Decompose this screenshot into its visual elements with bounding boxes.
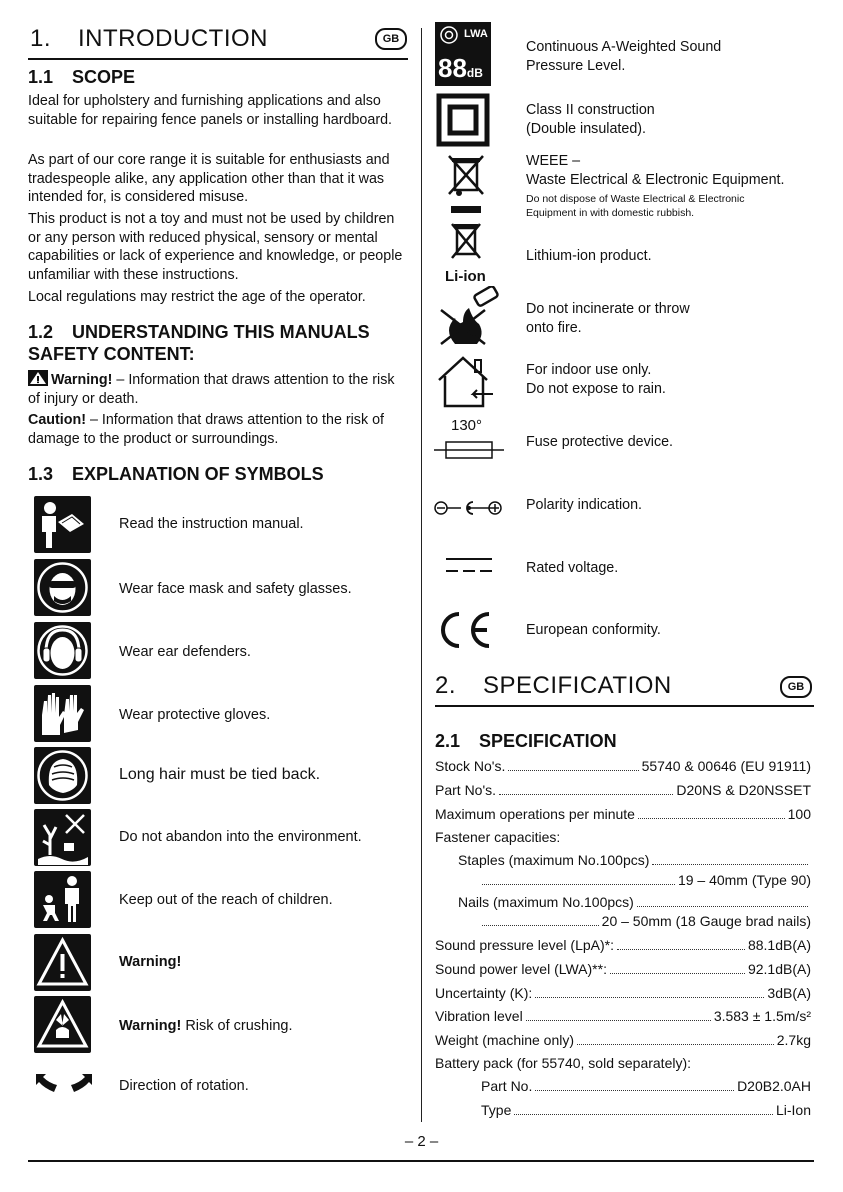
scope-paragraph-4: Local regulations may restrict the age of the operator. xyxy=(28,289,366,305)
spec-battery-label: Battery pack (for 55740, sold separately): xyxy=(435,1055,692,1071)
liion-label: Li-ion xyxy=(445,268,486,285)
spec-weight: Weight (machine only) 2.7kg xyxy=(435,1032,811,1048)
spec-nails-value: 20 – 50mm (18 Gauge brad nails) xyxy=(482,912,811,930)
spec-lwa: Sound power level (LWA)**: 92.1dB(A) xyxy=(435,961,811,977)
spec-uncertainty: Uncertainty (K): 3dB(A) xyxy=(435,985,811,1001)
class2-text: Class II construction (Double insulated). xyxy=(526,102,655,137)
section-2-rule xyxy=(435,705,814,707)
warning-icon xyxy=(34,934,91,991)
no-fire-text: Do not incinerate or throw onto fire. xyxy=(526,301,690,336)
column-divider xyxy=(421,28,422,1122)
spec-stock: Stock No's. 55740 & 00646 (EU 91911) xyxy=(435,758,811,774)
spec-fastener-label: Fastener capacities: xyxy=(435,829,561,845)
section-rule xyxy=(28,58,408,60)
warning-definition: Warning! – Information that draws attention to the risk of injury or death. xyxy=(28,372,395,407)
spec-max-ops: Maximum operations per minute 100 xyxy=(435,806,811,822)
lwa-value: 88dB xyxy=(438,53,483,83)
scope-paragraph-3: This product is not a toy and must not be used by children or any person with reduced physical, sensory or mental capabilities or lack of experience and knowledge, or people unfamiliar with these instructions. xyxy=(28,211,403,283)
scope-paragraph-1: Ideal for upholstery and furnishing applications and also suitable for repairing fence panels or installing hardboard. xyxy=(28,93,392,128)
spec-subheading: 2.1 SPECIFICATION xyxy=(435,731,617,751)
understanding-heading: 1.2 UNDERSTANDING THIS MANUALS SAFETY CONTENT: xyxy=(28,322,370,364)
indoor-use-icon xyxy=(435,354,499,410)
crushing-icon xyxy=(34,996,91,1053)
spec-battery-type: Type Li-Ion xyxy=(481,1102,811,1118)
rated-voltage-icon xyxy=(446,556,492,574)
spec-nails-label: Nails (maximum No.100pcs) xyxy=(458,893,811,911)
weee-icon xyxy=(435,152,495,216)
symbols-heading: 1.3 EXPLANATION OF SYMBOLS xyxy=(28,464,324,484)
fuse-temp-label: 130° xyxy=(451,417,483,434)
tie-hair-icon xyxy=(34,747,91,804)
children-icon xyxy=(34,871,91,928)
ce-mark-icon xyxy=(433,608,495,652)
face-mask-glasses-icon xyxy=(34,559,91,616)
warning-triangle-icon xyxy=(28,370,48,386)
no-fire-icon xyxy=(435,286,505,348)
spec-vibration: Vibration level 3.583 ± 1.5m/s² xyxy=(435,1008,811,1024)
caution-definition: Caution! – Information that draws attention to the risk of damage to the product or surroundings. xyxy=(28,412,384,447)
polarity-text: Polarity indication. xyxy=(526,497,643,513)
weee-text: WEEE – Waste Electrical & Electronic Equipment. Do not dispose of Waste Electrical & Electronic Equipment in with domestic rubbish. xyxy=(526,153,785,219)
sound-text: Continuous A-Weighted Sound Pressure Level. xyxy=(526,39,722,74)
page-number: – 2 – xyxy=(404,1133,439,1150)
spec-staples-value: 19 – 40mm (Type 90) xyxy=(482,871,811,889)
fuse-icon xyxy=(432,435,506,465)
indoor-text: For indoor use only. Do not expose to rain. xyxy=(526,362,666,397)
liion-bin-icon xyxy=(435,222,495,264)
spec-part: Part No's. D20NS & D20NSSET xyxy=(435,782,811,798)
section-2-heading: 2. SPECIFICATION xyxy=(435,672,672,699)
read-manual-icon xyxy=(34,496,91,553)
gb-badge-2: GB xyxy=(780,676,812,698)
ce-text: European conformity. xyxy=(526,622,661,638)
spec-battery-part: Part No. D20B2.0AH xyxy=(481,1078,811,1094)
spec-staples-label: Staples (maximum No.100pcs) xyxy=(458,851,811,869)
rated-voltage-text: Rated voltage. xyxy=(526,560,619,576)
ear-defenders-icon xyxy=(34,622,91,679)
spec-lpa: Sound pressure level (LpA)*: 88.1dB(A) xyxy=(435,937,811,953)
polarity-icon xyxy=(433,498,505,518)
scope-heading: 1.1 SCOPE xyxy=(28,67,136,87)
liion-text: Lithium-ion product. xyxy=(526,248,652,264)
lwa-label: LWA xyxy=(464,28,488,40)
environment-icon xyxy=(34,809,91,866)
protective-gloves-icon xyxy=(34,685,91,742)
footer-rule xyxy=(28,1160,814,1162)
gb-badge: GB xyxy=(375,28,407,50)
rotation-icon xyxy=(34,1068,94,1096)
fuse-text: Fuse protective device. xyxy=(526,434,674,450)
class2-icon xyxy=(435,92,491,148)
scope-paragraph-2: As part of our core range it is suitable for enthusiasts and tradespeople alike, any application other than that it was intended for, is considered misuse. xyxy=(28,152,390,206)
section-1-heading: 1. INTRODUCTION xyxy=(30,25,268,52)
